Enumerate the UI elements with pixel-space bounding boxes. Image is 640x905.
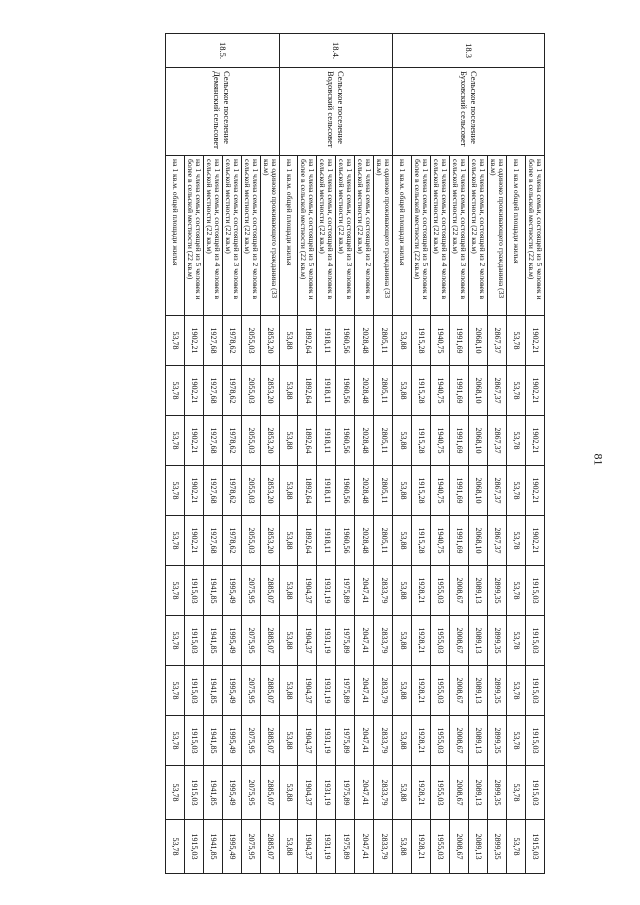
value-cell: 2899,35 <box>488 819 507 873</box>
value-cell: 1960,56 <box>336 415 355 465</box>
row-label: на одиноко проживающего гражданина (33 кв.м) <box>374 155 393 315</box>
value-cell: 1941,85 <box>203 665 222 715</box>
value-cell: 1902,21 <box>184 415 203 465</box>
value-cell: 2805,11 <box>374 415 393 465</box>
value-cell: 2028,48 <box>355 465 374 515</box>
value-cell: 1940,75 <box>431 315 450 365</box>
value-cell: 53,88 <box>279 515 298 565</box>
value-cell: 1975,89 <box>336 715 355 765</box>
value-cell: 2089,13 <box>469 665 488 715</box>
value-cell: 2833,79 <box>374 665 393 715</box>
row-label: на 1 кв.м общей площади жилья <box>507 155 526 315</box>
value-cell: 2885,07 <box>260 565 279 615</box>
value-cell: 2885,07 <box>260 615 279 665</box>
value-cell: 53,78 <box>165 315 184 365</box>
value-cell: 1892,64 <box>298 315 317 365</box>
table-row <box>298 33 317 873</box>
value-cell: 1931,19 <box>317 665 336 715</box>
value-cell: 2805,11 <box>374 365 393 415</box>
value-cell: 2899,35 <box>488 715 507 765</box>
value-cell: 2089,13 <box>469 765 488 819</box>
value-cell: 2047,41 <box>355 819 374 873</box>
value-cell: 1915,03 <box>526 665 545 715</box>
value-cell: 53,88 <box>393 665 412 715</box>
value-cell: 53,88 <box>279 819 298 873</box>
value-cell: 53,78 <box>507 465 526 515</box>
row-label: на одиноко проживающего гражданина (33 кв.м) <box>260 155 279 315</box>
value-cell: 53,78 <box>507 765 526 819</box>
value-cell: 2008,67 <box>450 765 469 819</box>
value-cell: 1978,62 <box>222 315 241 365</box>
value-cell: 1918,11 <box>317 415 336 465</box>
value-cell: 2055,03 <box>241 515 260 565</box>
value-cell: 1978,62 <box>222 415 241 465</box>
value-cell: 2885,07 <box>260 715 279 765</box>
value-cell: 2805,11 <box>374 315 393 365</box>
value-cell: 1927,68 <box>203 515 222 565</box>
value-cell: 2068,10 <box>469 465 488 515</box>
value-cell: 2055,03 <box>241 415 260 465</box>
value-cell: 53,88 <box>393 715 412 765</box>
value-cell: 1892,64 <box>298 465 317 515</box>
value-cell: 2853,20 <box>260 315 279 365</box>
value-cell: 1960,56 <box>336 515 355 565</box>
value-cell: 1928,21 <box>412 819 431 873</box>
value-cell: 1975,89 <box>336 615 355 665</box>
value-cell: 53,78 <box>507 415 526 465</box>
value-cell: 53,78 <box>165 715 184 765</box>
row-label: на 1 кв.м. общей площади жилья <box>393 155 412 315</box>
table-row <box>355 33 374 873</box>
row-label: на одиноко проживающего гражданина (33 кв.м) <box>488 155 507 315</box>
value-cell: 2833,79 <box>374 565 393 615</box>
value-cell: 1927,68 <box>203 415 222 465</box>
value-cell: 1904,37 <box>298 615 317 665</box>
value-cell: 53,88 <box>393 819 412 873</box>
table-row <box>488 33 507 873</box>
value-cell: 2805,11 <box>374 515 393 565</box>
value-cell: 1991,69 <box>450 515 469 565</box>
value-cell: 2867,37 <box>488 415 507 465</box>
value-cell: 1902,21 <box>184 465 203 515</box>
value-cell: 2008,67 <box>450 665 469 715</box>
value-cell: 1927,68 <box>203 365 222 415</box>
value-cell: 53,78 <box>165 565 184 615</box>
value-cell: 53,78 <box>165 765 184 819</box>
value-cell: 53,88 <box>393 615 412 665</box>
value-cell: 1940,75 <box>431 465 450 515</box>
value-cell: 1915,28 <box>412 465 431 515</box>
value-cell: 53,88 <box>279 315 298 365</box>
value-cell: 2028,48 <box>355 315 374 365</box>
table-row <box>241 33 260 873</box>
value-cell: 1902,21 <box>184 365 203 415</box>
value-cell: 1941,85 <box>203 615 222 665</box>
value-cell: 2833,79 <box>374 765 393 819</box>
value-cell: 53,88 <box>279 565 298 615</box>
value-cell: 53,88 <box>393 565 412 615</box>
value-cell: 2089,13 <box>469 615 488 665</box>
value-cell: 2899,35 <box>488 565 507 615</box>
row-label: на 1 члена семьи, состоящей из 2 человек в сельской местности (22 кв.м) <box>469 155 488 315</box>
section-code: 18.5. <box>165 33 279 67</box>
value-cell: 53,78 <box>507 615 526 665</box>
row-label: на 1 члена семьи, состоящей из 5 человек и более в сельской местности (22 кв.м) <box>184 155 203 315</box>
value-cell: 2075,95 <box>241 715 260 765</box>
value-cell: 1960,56 <box>336 365 355 415</box>
value-cell: 1995,49 <box>222 765 241 819</box>
value-cell: 2853,20 <box>260 515 279 565</box>
value-cell: 2853,20 <box>260 465 279 515</box>
value-cell: 53,78 <box>165 819 184 873</box>
value-cell: 53,78 <box>165 615 184 665</box>
row-label: на 1 члена семьи, состоящей из 4 человек в сельской местности (22 кв.м) <box>203 155 222 315</box>
rotated-table-page <box>95 33 545 873</box>
value-cell: 1978,62 <box>222 515 241 565</box>
value-cell: 1915,03 <box>526 819 545 873</box>
value-cell: 2068,10 <box>469 315 488 365</box>
value-cell: 2805,11 <box>374 465 393 515</box>
value-cell: 1904,37 <box>298 715 317 765</box>
value-cell: 53,88 <box>393 765 412 819</box>
value-cell: 1941,85 <box>203 565 222 615</box>
value-cell: 1995,49 <box>222 565 241 615</box>
value-cell: 53,78 <box>165 465 184 515</box>
value-cell: 1955,03 <box>431 765 450 819</box>
row-label: на 1 члена семьи, состоящей из 2 человек в сельской местности (22 кв.м) <box>355 155 374 315</box>
value-cell: 2047,41 <box>355 565 374 615</box>
table-row <box>526 33 545 873</box>
value-cell: 2867,37 <box>488 465 507 515</box>
value-cell: 53,88 <box>279 415 298 465</box>
table-row <box>184 33 203 873</box>
table-row <box>203 33 222 873</box>
table-row <box>374 33 393 873</box>
value-cell: 53,78 <box>507 365 526 415</box>
value-cell: 2028,48 <box>355 415 374 465</box>
value-cell: 2047,41 <box>355 765 374 819</box>
value-cell: 1975,89 <box>336 665 355 715</box>
value-cell: 1902,21 <box>526 465 545 515</box>
value-cell: 2047,41 <box>355 615 374 665</box>
value-cell: 1892,64 <box>298 415 317 465</box>
value-cell: 1915,03 <box>184 665 203 715</box>
value-cell: 2028,48 <box>355 365 374 415</box>
table-row <box>431 33 450 873</box>
row-label: на 1 члена семьи, состоящей из 4 человек в сельской местности (22 кв.м) <box>431 155 450 315</box>
value-cell: 2068,10 <box>469 515 488 565</box>
settlement-name: Сельское поселение Водовский сельсовет <box>279 67 393 155</box>
value-cell: 1904,37 <box>298 819 317 873</box>
table-row <box>222 33 241 873</box>
value-cell: 1955,03 <box>431 715 450 765</box>
value-cell: 1940,75 <box>431 515 450 565</box>
value-cell: 53,88 <box>279 615 298 665</box>
value-cell: 53,88 <box>279 365 298 415</box>
value-cell: 1915,28 <box>412 365 431 415</box>
value-cell: 1978,62 <box>222 365 241 415</box>
value-cell: 53,88 <box>393 515 412 565</box>
value-cell: 2853,20 <box>260 415 279 465</box>
value-cell: 1918,11 <box>317 315 336 365</box>
value-cell: 2089,13 <box>469 715 488 765</box>
value-cell: 53,88 <box>279 765 298 819</box>
value-cell: 2075,95 <box>241 819 260 873</box>
value-cell: 2833,79 <box>374 615 393 665</box>
table-row <box>260 33 279 873</box>
row-label: на 1 члена семьи, состоящей из 5 человек и более в сельской местности (22 кв.м) <box>298 155 317 315</box>
row-label: на 1 члена семьи, состоящей из 3 человек в сельской местности (22 кв.м) <box>450 155 469 315</box>
value-cell: 2028,48 <box>355 515 374 565</box>
value-cell: 1941,85 <box>203 715 222 765</box>
table-row <box>336 33 355 873</box>
value-cell: 1915,03 <box>526 715 545 765</box>
value-cell: 2089,13 <box>469 565 488 615</box>
value-cell: 53,88 <box>279 715 298 765</box>
value-cell: 1904,37 <box>298 665 317 715</box>
value-cell: 1902,21 <box>526 415 545 465</box>
value-cell: 1928,21 <box>412 565 431 615</box>
row-label: на 1 кв.м. общей площади жилья <box>279 155 298 315</box>
settlement-name: Сельское поселение Буховский сельсовет <box>393 67 545 155</box>
value-cell: 1915,03 <box>184 565 203 615</box>
value-cell: 53,78 <box>507 665 526 715</box>
value-cell: 1941,85 <box>203 819 222 873</box>
value-cell: 2055,03 <box>241 315 260 365</box>
value-cell: 1918,11 <box>317 465 336 515</box>
value-cell: 53,88 <box>279 665 298 715</box>
value-cell: 1955,03 <box>431 819 450 873</box>
row-label: на 1 члена семьи, состоящей из 4 человек в сельской местности (22 кв.м) <box>317 155 336 315</box>
value-cell: 53,78 <box>507 315 526 365</box>
value-cell: 2055,03 <box>241 465 260 515</box>
value-cell: 1931,19 <box>317 615 336 665</box>
value-cell: 1940,75 <box>431 415 450 465</box>
tariff-table <box>165 33 545 874</box>
value-cell: 2008,67 <box>450 715 469 765</box>
value-cell: 53,78 <box>507 565 526 615</box>
value-cell: 1902,21 <box>526 515 545 565</box>
value-cell: 1915,28 <box>412 415 431 465</box>
value-cell: 1991,69 <box>450 415 469 465</box>
value-cell: 1928,21 <box>412 665 431 715</box>
value-cell: 1978,62 <box>222 465 241 515</box>
value-cell: 2008,67 <box>450 819 469 873</box>
table-row <box>450 33 469 873</box>
value-cell: 2075,95 <box>241 665 260 715</box>
table-row <box>469 33 488 873</box>
value-cell: 2068,10 <box>469 365 488 415</box>
table-row <box>393 33 412 873</box>
value-cell: 2008,67 <box>450 615 469 665</box>
row-label: на 1 члена семьи, состоящей из 3 человек в сельской местности (22 кв.м) <box>222 155 241 315</box>
value-cell: 53,78 <box>507 819 526 873</box>
value-cell: 2899,35 <box>488 615 507 665</box>
value-cell: 2008,67 <box>450 565 469 615</box>
value-cell: 1902,21 <box>526 365 545 415</box>
value-cell: 53,78 <box>507 715 526 765</box>
value-cell: 1915,28 <box>412 515 431 565</box>
row-label: на 1 члена семьи, состоящей из 5 человек и более в сельской местности (22 кв.м) <box>412 155 431 315</box>
table-row <box>412 33 431 873</box>
value-cell: 2833,79 <box>374 715 393 765</box>
table-row <box>507 33 526 873</box>
value-cell: 2068,10 <box>469 415 488 465</box>
value-cell: 53,78 <box>507 515 526 565</box>
value-cell: 2899,35 <box>488 665 507 715</box>
value-cell: 1975,89 <box>336 565 355 615</box>
value-cell: 1915,03 <box>526 565 545 615</box>
value-cell: 53,88 <box>393 465 412 515</box>
row-label: на 1 члена семьи, состоящей из 2 человек в сельской местности (22 кв.м) <box>241 155 260 315</box>
value-cell: 1915,03 <box>184 615 203 665</box>
value-cell: 1915,03 <box>526 765 545 819</box>
value-cell: 1902,21 <box>184 315 203 365</box>
table-row <box>317 33 336 873</box>
value-cell: 2833,79 <box>374 819 393 873</box>
value-cell: 2055,03 <box>241 365 260 415</box>
value-cell: 1955,03 <box>431 615 450 665</box>
value-cell: 1892,64 <box>298 365 317 415</box>
value-cell: 1995,49 <box>222 615 241 665</box>
section-code: 18.3 <box>393 33 545 67</box>
value-cell: 2853,20 <box>260 365 279 415</box>
value-cell: 1931,19 <box>317 715 336 765</box>
row-label: на 1 члена семьи, состоящей из 5 человек и более в сельской местности (22 кв.м) <box>526 155 545 315</box>
value-cell: 1960,56 <box>336 315 355 365</box>
value-cell: 1904,37 <box>298 765 317 819</box>
value-cell: 1995,49 <box>222 819 241 873</box>
value-cell: 53,78 <box>165 665 184 715</box>
value-cell: 1960,56 <box>336 465 355 515</box>
value-cell: 1991,69 <box>450 365 469 415</box>
value-cell: 53,78 <box>165 365 184 415</box>
value-cell: 1902,21 <box>526 315 545 365</box>
value-cell: 1915,03 <box>184 765 203 819</box>
value-cell: 1928,21 <box>412 615 431 665</box>
value-cell: 1991,69 <box>450 315 469 365</box>
table-row <box>165 33 184 873</box>
value-cell: 1931,19 <box>317 565 336 615</box>
value-cell: 1927,68 <box>203 315 222 365</box>
value-cell: 1902,21 <box>184 515 203 565</box>
value-cell: 2867,37 <box>488 515 507 565</box>
value-cell: 2899,35 <box>488 765 507 819</box>
value-cell: 2075,95 <box>241 615 260 665</box>
value-cell: 53,88 <box>393 415 412 465</box>
value-cell: 1931,19 <box>317 819 336 873</box>
value-cell: 1915,03 <box>184 715 203 765</box>
section-code: 18.4. <box>279 33 393 67</box>
settlement-name: Сельское поселение Демянский сельсовет <box>165 67 279 155</box>
value-cell: 1915,28 <box>412 315 431 365</box>
value-cell: 1915,03 <box>184 819 203 873</box>
value-cell: 1940,75 <box>431 365 450 415</box>
value-cell: 1995,49 <box>222 665 241 715</box>
value-cell: 2075,95 <box>241 765 260 819</box>
value-cell: 1928,21 <box>412 765 431 819</box>
value-cell: 2047,41 <box>355 715 374 765</box>
value-cell: 1955,03 <box>431 665 450 715</box>
value-cell: 2089,13 <box>469 819 488 873</box>
row-label: на 1 кв.м. общей площади жилья <box>165 155 184 315</box>
row-label: на 1 члена семьи, состоящей из 3 человек в сельской местности (22 кв.м) <box>336 155 355 315</box>
value-cell: 1918,11 <box>317 365 336 415</box>
value-cell: 2885,07 <box>260 665 279 715</box>
value-cell: 2075,95 <box>241 565 260 615</box>
value-cell: 1931,19 <box>317 765 336 819</box>
value-cell: 1975,89 <box>336 765 355 819</box>
table-row <box>279 33 298 873</box>
value-cell: 2867,37 <box>488 365 507 415</box>
page-number: 81 <box>591 453 606 466</box>
value-cell: 2047,41 <box>355 665 374 715</box>
value-cell: 2885,07 <box>260 765 279 819</box>
value-cell: 53,88 <box>279 465 298 515</box>
value-cell: 2885,07 <box>260 819 279 873</box>
value-cell: 1991,69 <box>450 465 469 515</box>
value-cell: 1975,89 <box>336 819 355 873</box>
value-cell: 1915,03 <box>526 615 545 665</box>
value-cell: 1955,03 <box>431 565 450 615</box>
value-cell: 53,88 <box>393 315 412 365</box>
value-cell: 53,88 <box>393 365 412 415</box>
value-cell: 1918,11 <box>317 515 336 565</box>
value-cell: 2867,37 <box>488 315 507 365</box>
value-cell: 1928,21 <box>412 715 431 765</box>
value-cell: 1941,85 <box>203 765 222 819</box>
value-cell: 1892,64 <box>298 515 317 565</box>
value-cell: 53,78 <box>165 415 184 465</box>
value-cell: 1904,37 <box>298 565 317 615</box>
value-cell: 1995,49 <box>222 715 241 765</box>
value-cell: 1927,68 <box>203 465 222 515</box>
value-cell: 53,78 <box>165 515 184 565</box>
tariff-table-body <box>165 33 544 873</box>
